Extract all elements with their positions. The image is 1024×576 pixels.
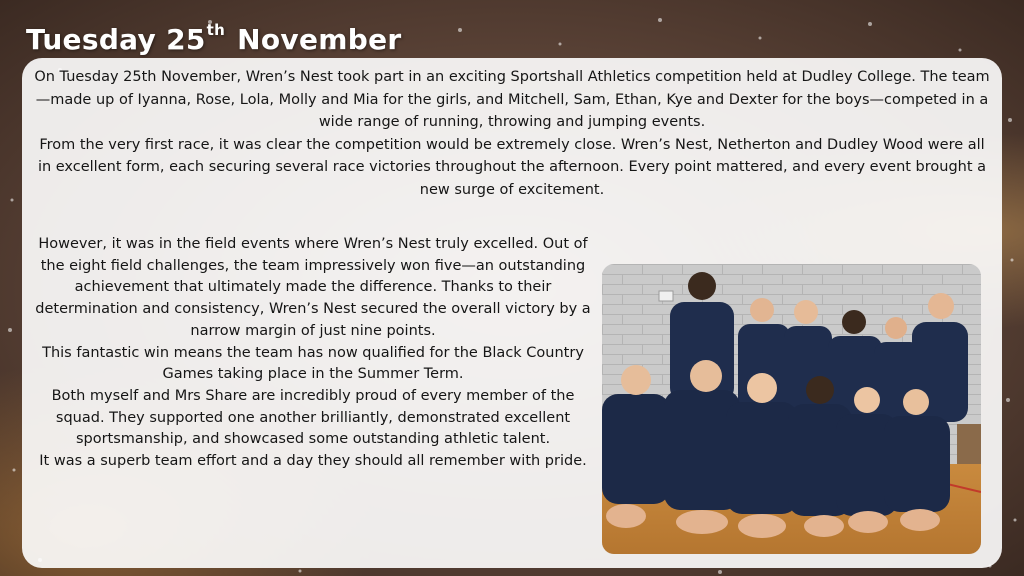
body-paragraph-2: This fantastic win means the team has now qualified for the Black Country Games taking place in the Summer Term.: [42, 344, 584, 383]
body-paragraph-1: However, it was in the field events where Wren’s Nest truly excelled. Out of the eight field challenges, the team impressively won five—an outstanding achievement that ultimately made the difference. Thanks to their determination and consistency, Wren’s Nest secured the overall victory by a narrow margin of just nine points.: [35, 236, 591, 339]
intro-paragraph-1: On Tuesday 25th November, Wren’s Nest took part in an exciting Sportshall Athletics competition held at Dudley College. The team—made up of Iyanna, Rose, Lola, Molly and Mia for the girls, and Mitchell, Sam, Ethan, Kye and Dexter for the boys—competed in a wide range of running, throwing and jumping events.: [34, 69, 990, 130]
body-paragraph-3: Both myself and Mrs Share are incredibly proud of every member of the squad. They supported one another brilliantly, demonstrated excellent sportsmanship, and showcased some outstanding athletic talent.: [51, 387, 575, 448]
title-ordinal-suffix: th: [206, 21, 226, 39]
intro-section: [32, 66, 992, 201]
page-title: [26, 10, 402, 60]
intro-paragraph-2: From the very first race, it was clear the competition would be extremely close. Wren’s Nest, Netherton and Dudley Wood were all in excellent form, each securing several race victories throughout the afternoon. Every point mattered, and every event brought a new surge of excitement.: [37, 136, 987, 198]
title-main: Tuesday 25: [26, 23, 206, 56]
content-panel: [22, 58, 1002, 568]
body-section: [26, 234, 600, 473]
title-rest: November: [227, 23, 402, 56]
body-paragraph-4: It was a superb team effort and a day they should all remember with pride.: [39, 453, 587, 470]
team-photo: [602, 264, 981, 554]
